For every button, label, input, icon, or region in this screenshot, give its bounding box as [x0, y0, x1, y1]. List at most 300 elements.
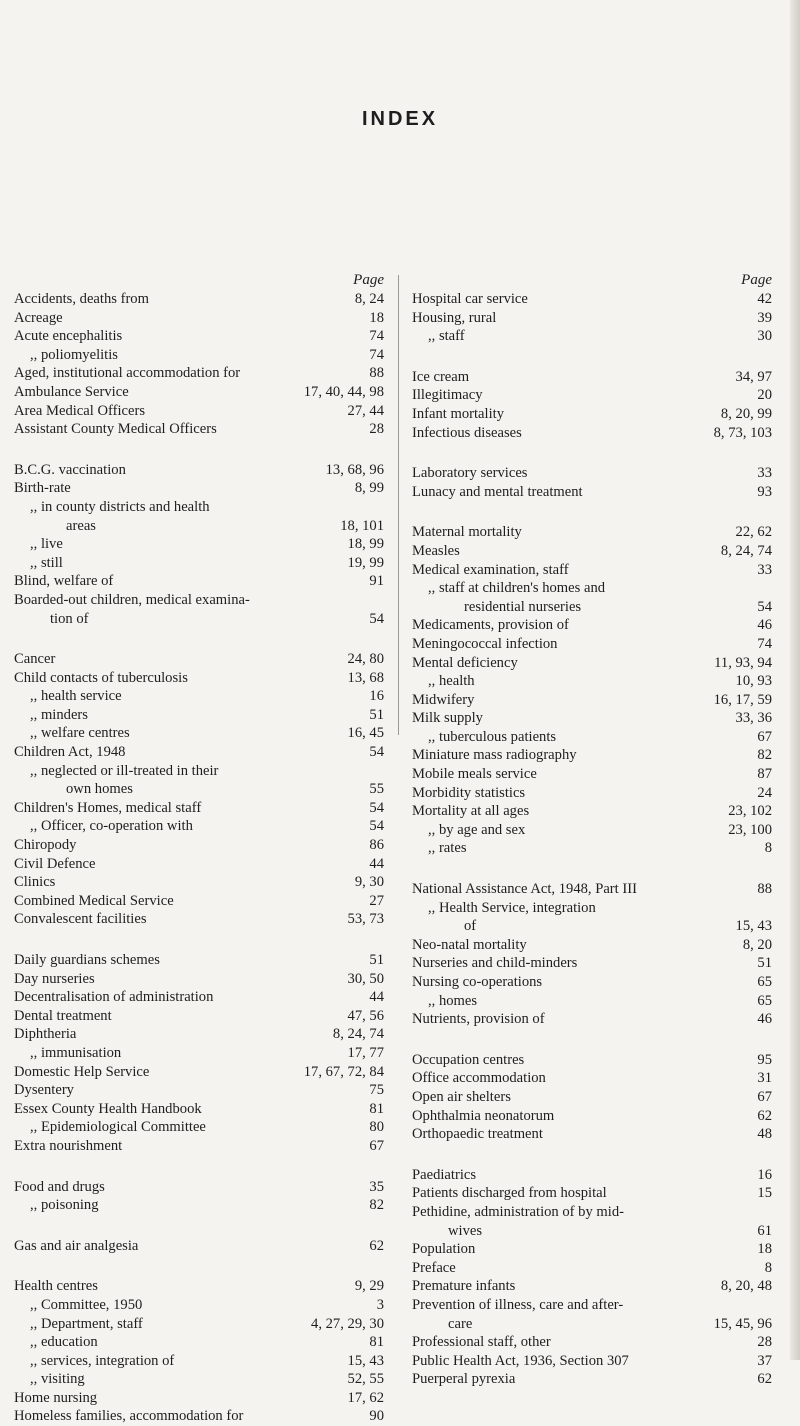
- index-entry: [14, 724, 384, 743]
- entry-pages: 10, 93: [735, 673, 772, 690]
- entry-label: Premature infants: [412, 1278, 516, 1295]
- entry-pages: 47, 56: [347, 1007, 384, 1024]
- index-entry: [14, 1333, 384, 1352]
- entry-label: Homeless families, accommodation for: [14, 1408, 244, 1425]
- entry-label: Medical examination, staff: [412, 561, 569, 578]
- entry-pages: 90: [369, 1408, 384, 1425]
- entry-label: Children's Homes, medical staff: [14, 799, 202, 816]
- entry-pages: 51: [369, 952, 384, 968]
- entry-label: ,, Epidemiological Committee: [30, 1119, 206, 1136]
- entry-pages: 65: [757, 974, 772, 990]
- index-entry: [14, 762, 384, 799]
- entry-label: [412, 1203, 772, 1240]
- entry-label: Patients discharged from hospital: [412, 1185, 607, 1202]
- index-entry: [412, 327, 772, 346]
- entry-label: Dysentery: [14, 1082, 74, 1099]
- entry-pages: 15, 43: [735, 918, 772, 935]
- entry-pages: 8, 24, 74: [332, 1026, 384, 1043]
- entry-label: ,, minders: [30, 706, 88, 723]
- entry-pages: 9, 30: [354, 874, 384, 891]
- index-entry: [14, 554, 384, 573]
- entry-label-text: ,, in county districts and health: [30, 498, 210, 515]
- index-entry: [412, 1069, 772, 1088]
- entry-label: Professional staff, other: [412, 1334, 551, 1351]
- index-entry: [14, 799, 384, 818]
- entry-label: [14, 762, 384, 799]
- entry-label: ,, poliomyelitis: [30, 346, 118, 363]
- entry-label: Daily guardians schemes: [14, 952, 160, 968]
- index-entry: [412, 635, 772, 654]
- index-entry: [14, 687, 384, 706]
- entry-label: Home nursing: [14, 1389, 98, 1406]
- page-title: INDEX: [361, 108, 439, 130]
- entry-pages: 18, 99: [347, 536, 384, 553]
- entry-pages: 27: [369, 892, 384, 909]
- entry-label: Extra nourishment: [14, 1137, 123, 1154]
- entry-pages: 8, 20, 99: [720, 405, 772, 422]
- groups-container: [14, 290, 384, 1426]
- index-entry: [412, 691, 772, 710]
- entry-pages: 51: [757, 955, 772, 972]
- entry-label: ,, Officer, co-operation with: [30, 818, 193, 835]
- index-entry: [14, 892, 384, 911]
- entry-label: [412, 579, 772, 616]
- entry-label: ,, immunisation: [30, 1044, 122, 1061]
- index-entry: [14, 743, 384, 762]
- index-entry: [412, 1203, 772, 1240]
- index-entry: [14, 461, 384, 480]
- index-entry: [14, 498, 384, 535]
- entry-label: [14, 498, 384, 535]
- index-column-right: [412, 270, 772, 1389]
- entry-pages: 74: [757, 635, 772, 652]
- index-entry: [14, 817, 384, 836]
- entry-pages: 16, 45: [347, 725, 384, 742]
- entry-pages: 17, 62: [347, 1389, 384, 1406]
- index-entry: [412, 784, 772, 803]
- entry-pages: 4, 27, 29, 30: [311, 1315, 384, 1332]
- index-entry: [14, 1296, 384, 1315]
- entry-label: Morbidity statistics: [412, 784, 526, 801]
- entry-label: [14, 591, 384, 628]
- entry-label: Day nurseries: [14, 970, 95, 987]
- entry-pages: 51: [369, 706, 384, 723]
- entry-pages: 61: [757, 1222, 772, 1239]
- entry-label: Health centres: [14, 1278, 98, 1295]
- index-entry: [412, 802, 772, 821]
- index-entry: [412, 765, 772, 784]
- index-entry: [412, 405, 772, 424]
- entry-label: ,, by age and sex: [428, 821, 526, 838]
- entry-pages: 15, 45, 96: [713, 1315, 772, 1332]
- entry-label: Food and drugs: [14, 1178, 105, 1195]
- entry-label: ,, health service: [30, 688, 122, 705]
- index-entry: [412, 1088, 772, 1107]
- index-entry: [412, 1277, 772, 1296]
- entry-pages: 30: [757, 328, 772, 345]
- entry-label: Paediatrics: [412, 1166, 477, 1183]
- index-entry: [14, 309, 384, 328]
- entry-pages: 46: [757, 617, 772, 634]
- index-group: [14, 650, 384, 929]
- index-group: [14, 290, 384, 439]
- entry-pages: 8: [764, 1259, 772, 1276]
- entry-label: ,, health: [428, 673, 475, 690]
- index-entry: [412, 821, 772, 840]
- entry-pages: 82: [369, 1197, 384, 1214]
- index-entry: [412, 1051, 772, 1070]
- entry-pages: 37: [757, 1352, 772, 1369]
- index-group: [412, 1166, 772, 1389]
- entry-label: Office accommodation: [412, 1070, 546, 1087]
- index-group: [14, 951, 384, 1156]
- entry-label: Orthopaedic treatment: [412, 1126, 543, 1143]
- entry-pages: 18: [369, 309, 384, 326]
- entry-label: Nurseries and child-minders: [412, 955, 578, 972]
- index-entry: [412, 386, 772, 405]
- entry-label: Blind, welfare of: [14, 573, 114, 590]
- entry-pages: 13, 68: [347, 669, 384, 686]
- index-entry: [412, 290, 772, 309]
- entry-pages: 67: [757, 728, 772, 745]
- entry-label: National Assistance Act, 1948, Part III: [412, 881, 637, 898]
- index-entry: [412, 1370, 772, 1389]
- index-entry: [14, 1081, 384, 1100]
- index-entry: [14, 1389, 384, 1408]
- index-entry: [412, 424, 772, 443]
- entry-label: Medicaments, provision of: [412, 617, 569, 634]
- index-entry: [412, 746, 772, 765]
- entry-label: Acute encephalitis: [14, 328, 123, 345]
- index-group: [14, 1237, 384, 1256]
- entry-label-text: Pethidine, administration of by mid-: [412, 1203, 624, 1220]
- entry-label: Mental deficiency: [412, 654, 518, 671]
- entry-pages: 17, 67, 72, 84: [303, 1063, 384, 1080]
- entry-pages: 8: [764, 840, 772, 857]
- entry-label: Essex County Health Handbook: [14, 1100, 202, 1117]
- entry-label: Children Act, 1948: [14, 744, 126, 761]
- column-divider: [398, 275, 399, 735]
- entry-pages: 67: [369, 1137, 384, 1154]
- entry-pages: 88: [757, 881, 772, 898]
- entry-label: Acreage: [14, 309, 63, 326]
- entry-label: Chiropody: [14, 837, 77, 854]
- entry-pages: 8, 24: [354, 291, 384, 307]
- index-entry: [14, 346, 384, 365]
- entry-label: Ice cream: [412, 368, 470, 385]
- entry-label: Aged, institutional accommodation for: [14, 365, 241, 382]
- entry-label: Diphtheria: [14, 1026, 77, 1043]
- entry-pages: 46: [757, 1011, 772, 1028]
- index-entry: [14, 364, 384, 383]
- index-group: [14, 1277, 384, 1426]
- index-entry: [412, 1125, 772, 1144]
- entry-label: ,, welfare centres: [30, 725, 130, 742]
- entry-pages: 65: [757, 992, 772, 1009]
- entry-pages: 80: [369, 1119, 384, 1136]
- index-entry: [412, 1259, 772, 1278]
- index-group: [412, 464, 772, 501]
- index-entry: [412, 1166, 772, 1185]
- entry-label: Area Medical Officers: [14, 402, 146, 419]
- entry-label-text: ,, Health Service, integration: [428, 899, 596, 916]
- entry-pages: 18: [757, 1241, 772, 1258]
- entry-pages: 16, 17, 59: [713, 691, 772, 708]
- index-entry: [412, 899, 772, 936]
- entry-pages: 8, 73, 103: [713, 424, 772, 441]
- entry-label: Dental treatment: [14, 1007, 112, 1024]
- entry-label: Domestic Help Service: [14, 1063, 150, 1080]
- index-entry: [14, 988, 384, 1007]
- entry-pages: 88: [369, 365, 384, 382]
- index-entry: [14, 1007, 384, 1026]
- index-entry: [14, 910, 384, 929]
- entry-pages: 52, 55: [347, 1371, 384, 1388]
- entry-pages: 33: [757, 561, 772, 578]
- entry-label: Ophthalmia neonatorum: [412, 1107, 555, 1124]
- index-entry: [14, 1407, 384, 1426]
- entry-pages: 3: [376, 1296, 384, 1313]
- entry-label: Convalescent facilities: [14, 911, 147, 928]
- index-entry: [14, 1277, 384, 1296]
- entry-label: Population: [412, 1241, 476, 1258]
- index-entry: [14, 873, 384, 892]
- index-group: [412, 880, 772, 1029]
- entry-pages: 31: [757, 1070, 772, 1087]
- index-entry: [14, 327, 384, 346]
- index-entry: [14, 855, 384, 874]
- entry-label: Midwifery: [412, 691, 475, 708]
- entry-pages: 16: [369, 688, 384, 705]
- index-entry: [14, 669, 384, 688]
- index-group: [412, 523, 772, 858]
- entry-label-text: Prevention of illness, care and after-: [412, 1296, 624, 1313]
- entry-pages: 15, 43: [347, 1352, 384, 1369]
- entry-pages: 87: [757, 766, 772, 783]
- entry-pages: 33, 36: [735, 710, 772, 727]
- index-entry: [14, 650, 384, 669]
- entry-label: Laboratory services: [412, 465, 528, 482]
- entry-label-text: ,, staff at children's homes and: [428, 580, 606, 597]
- entry-pages: 67: [757, 1088, 772, 1105]
- entry-label: B.C.G. vaccination: [14, 461, 126, 478]
- page-column-heading: Page: [353, 272, 384, 288]
- entry-pages: 81: [369, 1100, 384, 1117]
- index-entry: [14, 535, 384, 554]
- index-entry: [14, 1044, 384, 1063]
- index-entry: [412, 579, 772, 616]
- entry-pages: 20: [757, 387, 772, 404]
- entry-pages: 54: [369, 818, 384, 835]
- index-entry: [412, 672, 772, 691]
- index-entry: [412, 309, 772, 328]
- entry-pages: 23, 100: [728, 821, 772, 838]
- entry-label: ,, homes: [428, 992, 478, 1009]
- entry-pages: 44: [369, 855, 384, 872]
- entry-label: ,, Committee, 1950: [30, 1296, 143, 1313]
- entry-pages: 75: [369, 1082, 384, 1099]
- entry-label: Civil Defence: [14, 855, 96, 872]
- entry-label-text: ,, neglected or ill-treated in their: [30, 762, 219, 779]
- entry-pages: 8, 20: [742, 936, 772, 953]
- entry-label: Public Health Act, 1936, Section 307: [412, 1352, 629, 1369]
- index-entry: [412, 936, 772, 955]
- index-entry: [14, 706, 384, 725]
- entry-pages: 34, 97: [735, 368, 772, 385]
- index-entry: [14, 420, 384, 439]
- entry-pages: 95: [757, 1051, 772, 1068]
- entry-label: Preface: [412, 1259, 456, 1276]
- index-entry: [412, 992, 772, 1011]
- entry-pages: 23, 102: [728, 803, 772, 820]
- index-group: [14, 1178, 384, 1215]
- entry-label: Housing, rural: [412, 309, 497, 326]
- entry-label: Mobile meals service: [412, 766, 537, 783]
- index-entry: [412, 1240, 772, 1259]
- index-entry: [14, 572, 384, 591]
- index-entry: [412, 483, 772, 502]
- index-entry: [14, 1315, 384, 1334]
- entry-label: Milk supply: [412, 710, 483, 727]
- entry-pages: 42: [757, 291, 772, 307]
- index-entry: [412, 880, 772, 899]
- index-entry: [412, 654, 772, 673]
- entry-label: Occupation centres: [412, 1051, 525, 1068]
- index-entry: [14, 1100, 384, 1119]
- entry-label: Ambulance Service: [14, 383, 129, 400]
- index-group: [412, 290, 772, 346]
- entry-pages: 8, 20, 48: [720, 1278, 772, 1295]
- index-entry: [412, 561, 772, 580]
- entry-pages: 19, 99: [347, 554, 384, 571]
- entry-label: ,, still: [30, 554, 63, 571]
- entry-pages: 44: [369, 989, 384, 1006]
- index-entry: [412, 1352, 772, 1371]
- index-entry: [412, 973, 772, 992]
- entry-pages: 28: [757, 1334, 772, 1351]
- index-entry: [14, 383, 384, 402]
- entry-label: ,, live: [30, 536, 63, 553]
- index-entry: [412, 464, 772, 483]
- entry-label: Nursing co-operations: [412, 974, 543, 990]
- index-column-left: [14, 270, 384, 1426]
- entry-pages: 13, 68, 96: [325, 461, 384, 478]
- entry-pages: 35: [369, 1178, 384, 1195]
- entry-label: ,, education: [30, 1334, 98, 1351]
- entry-pages: 11, 93, 94: [714, 654, 772, 671]
- entry-pages: 93: [757, 483, 772, 500]
- entry-label: Decentralisation of administration: [14, 989, 214, 1006]
- entry-label: Mortality at all ages: [412, 803, 530, 820]
- entry-label-continuation: areas: [66, 517, 96, 534]
- index-entry: [14, 1063, 384, 1082]
- entry-pages: 9, 29: [354, 1278, 384, 1295]
- entry-pages: 8, 24, 74: [720, 542, 772, 559]
- entry-label: Meningococcal infection: [412, 635, 558, 652]
- entry-label: Maternal mortality: [412, 524, 522, 541]
- entry-label: ,, poisoning: [30, 1197, 99, 1214]
- entry-pages: 24, 80: [347, 651, 384, 668]
- index-entry: [412, 954, 772, 973]
- entry-label: ,, rates: [428, 840, 467, 857]
- entry-label: Infant mortality: [412, 405, 504, 422]
- entry-pages: 22, 62: [735, 524, 772, 541]
- index-entry: [14, 1237, 384, 1256]
- entry-pages: 28: [369, 421, 384, 438]
- entry-label: Cancer: [14, 651, 56, 668]
- entry-label: Child contacts of tuberculosis: [14, 669, 188, 686]
- index-entry: [412, 1107, 772, 1126]
- entry-pages: 62: [757, 1371, 772, 1388]
- entry-label: Lunacy and mental treatment: [412, 483, 583, 500]
- entry-pages: 39: [757, 309, 772, 326]
- index-entry: [412, 709, 772, 728]
- index-entry: [14, 970, 384, 989]
- page-edge-shadow: [790, 0, 800, 1360]
- index-entry: [412, 523, 772, 542]
- index-entry: [14, 951, 384, 970]
- entry-pages: 17, 40, 44, 98: [303, 383, 384, 400]
- entry-pages: 55: [369, 781, 384, 798]
- entry-label: [412, 899, 772, 936]
- index-entry: [14, 1178, 384, 1197]
- index-entry: [412, 728, 772, 747]
- entry-pages: 91: [369, 573, 384, 590]
- entry-pages: 54: [757, 598, 772, 615]
- entry-label: Accidents, deaths from: [14, 291, 149, 307]
- entry-label: ,, tuberculous patients: [428, 728, 557, 745]
- entry-label: Measles: [412, 542, 460, 559]
- entry-label: Clinics: [14, 874, 56, 891]
- entry-pages: 74: [369, 328, 384, 345]
- entry-pages: 86: [369, 837, 384, 854]
- entry-label: Assistant County Medical Officers: [14, 421, 217, 438]
- entry-label: Illegitimacy: [412, 387, 483, 404]
- entry-label: ,, staff: [428, 328, 465, 345]
- index-entry: [14, 1370, 384, 1389]
- entry-label: Gas and air analgesia: [14, 1237, 139, 1254]
- entry-pages: 81: [369, 1334, 384, 1351]
- index-entry: [412, 1184, 772, 1203]
- entry-pages: 18, 101: [340, 517, 384, 534]
- index-entry: [14, 402, 384, 421]
- entry-label: Hospital car service: [412, 291, 528, 307]
- index-entry: [412, 839, 772, 858]
- index-entry: [412, 542, 772, 561]
- index-entry: [14, 1137, 384, 1156]
- page-column-heading: Page: [741, 272, 772, 288]
- entry-label-continuation: own homes: [66, 781, 133, 798]
- entry-label-continuation: care: [448, 1315, 473, 1332]
- index-group: [412, 1051, 772, 1144]
- entry-pages: 74: [369, 346, 384, 363]
- index-entry: [14, 479, 384, 498]
- entry-label: Infectious diseases: [412, 424, 522, 441]
- entry-pages: 54: [369, 744, 384, 761]
- entry-label-continuation: wives: [448, 1222, 483, 1239]
- entry-label-continuation: tion of: [50, 610, 89, 627]
- entry-pages: 15: [757, 1185, 772, 1202]
- entry-pages: 53, 73: [347, 911, 384, 928]
- groups-container: [412, 290, 772, 1389]
- entry-pages: 48: [757, 1126, 772, 1143]
- index-entry: [14, 591, 384, 628]
- entry-label-text: Boarded-out children, medical examina-: [14, 591, 250, 608]
- index-group: [14, 461, 384, 628]
- entry-label: Birth-rate: [14, 480, 71, 497]
- index-entry: [14, 836, 384, 855]
- index-entry: [412, 368, 772, 387]
